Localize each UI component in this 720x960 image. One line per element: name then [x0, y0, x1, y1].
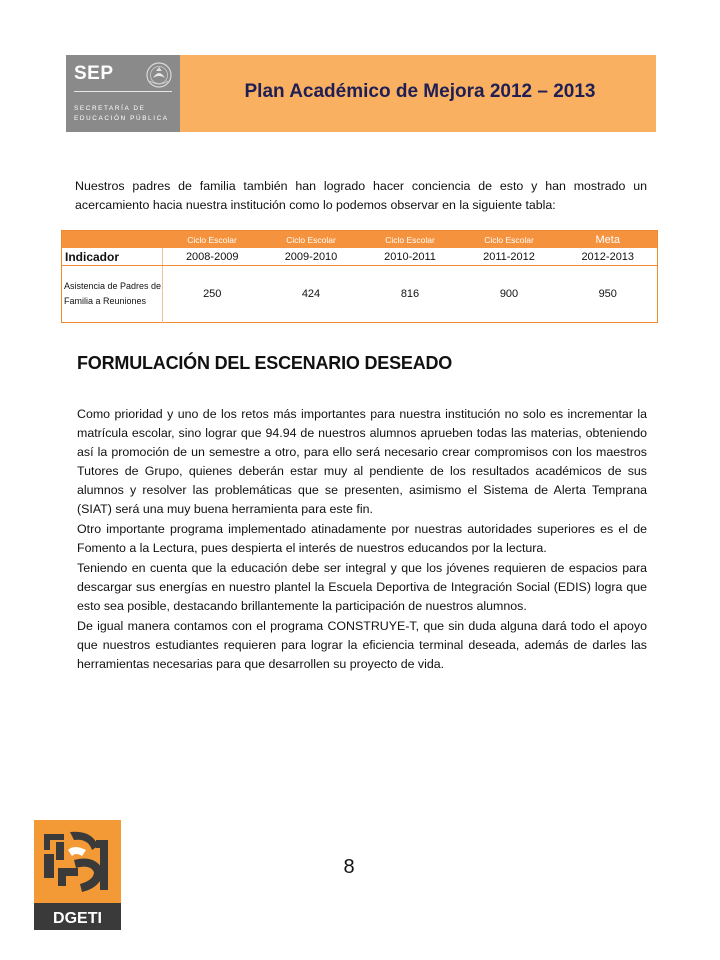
sep-subtitle-line2: EDUCACIÓN PÚBLICA: [74, 115, 169, 122]
page-number: 8: [343, 856, 355, 878]
body-paragraph: De igual manera contamos con el programa CONSTRUYE-T, que sin duda alguna dará todo el apoyo que nuestros estudiantes requieren para lograr la eficiencia terminal deseada, además de darles las herramientas necesarias para que desarrollen su proyecto de vida.: [77, 619, 647, 671]
document-title: Plan Académico de Mejora 2012 – 2013: [244, 81, 596, 102]
row-label: Asistencia de Padres de Familia a Reuniones: [62, 266, 163, 323]
goal-value-cell: 950: [598, 288, 617, 300]
value-cell: 900: [499, 288, 519, 300]
table-header-meta: Meta: [559, 231, 658, 249]
section-body: [77, 405, 647, 675]
value-cell: 816: [400, 288, 420, 300]
header-banner: [66, 55, 656, 132]
attendance-table: [61, 230, 658, 323]
value-cell: 424: [301, 288, 321, 300]
body-paragraph: Como prioridad y uno de los retos más importantes para nuestra institución no solo es incrementar la matrícula escolar, sino lograr que 94.94 de nuestros alumnos aprueben todas las materias, obteniendo así la promoción de un semestre a otro, para ello será necesario crear compromisos con los maestros Tutores de Grupo, quienes deberán estar muy al pendiente de los resultados académicos de sus alumnos y resolver las problemáticas que se presenten, asimismo el Sistema de Alerta Temprana (SIAT) será una muy buena herramienta para este fin.: [77, 407, 647, 516]
table-header-cell: Ciclo Escolar: [361, 231, 460, 249]
intro-paragraph: Nuestros padres de familia también han logrado hacer conciencia de esto y han mostrado un acercamiento hacia nuestra institución como lo podemos observar en la siguiente tabla:: [75, 179, 647, 212]
section-heading: FORMULACIÓN DEL ESCENARIO DESEADO: [77, 353, 453, 373]
cycle-cell: 2010-2011: [361, 248, 460, 266]
cycle-cell: 2008-2009: [163, 248, 262, 266]
table-header-cell: Ciclo Escolar: [262, 231, 361, 249]
table-row: [62, 266, 658, 323]
national-seal-icon: [144, 60, 174, 92]
table-indicator-row: [62, 248, 658, 266]
body-paragraph: Otro importante programa implementado atinadamente por nuestras autoridades superiores es el de Fomento a la Lectura, pues despierta el interés de nuestros educandos por la lectura.: [77, 522, 647, 555]
value-cell: 250: [203, 288, 222, 300]
sep-divider: [74, 91, 172, 92]
dgeti-logo-text: DGETI: [53, 910, 102, 927]
table-header-cell: Ciclo Escolar: [460, 231, 559, 249]
indicator-label: Indicador: [62, 248, 163, 266]
table-header-cell: Ciclo Escolar: [163, 231, 262, 249]
goal-cycle-cell: 2012-2013: [559, 248, 658, 266]
cycle-cell: 2011-2012: [460, 248, 559, 266]
sep-agency-block: [66, 55, 180, 132]
cycle-cell: 2009-2010: [262, 248, 361, 266]
sep-subtitle-line1: SECRETARÍA DE: [74, 105, 146, 112]
dgeti-logo-icon: [34, 820, 121, 930]
table-header-cell: [62, 231, 163, 249]
sep-abbr: SEP: [74, 63, 114, 84]
table-header-row: [62, 231, 658, 249]
body-paragraph: Teniendo en cuenta que la educación debe ser integral y que los jóvenes requieren de espacios para descargar sus energías en nuestro plantel la Escuela Deportiva de Integración Social (EDIS) logra que esto sea posible, destacando brillantemente la participación de nuestros alumnos.: [77, 561, 647, 613]
